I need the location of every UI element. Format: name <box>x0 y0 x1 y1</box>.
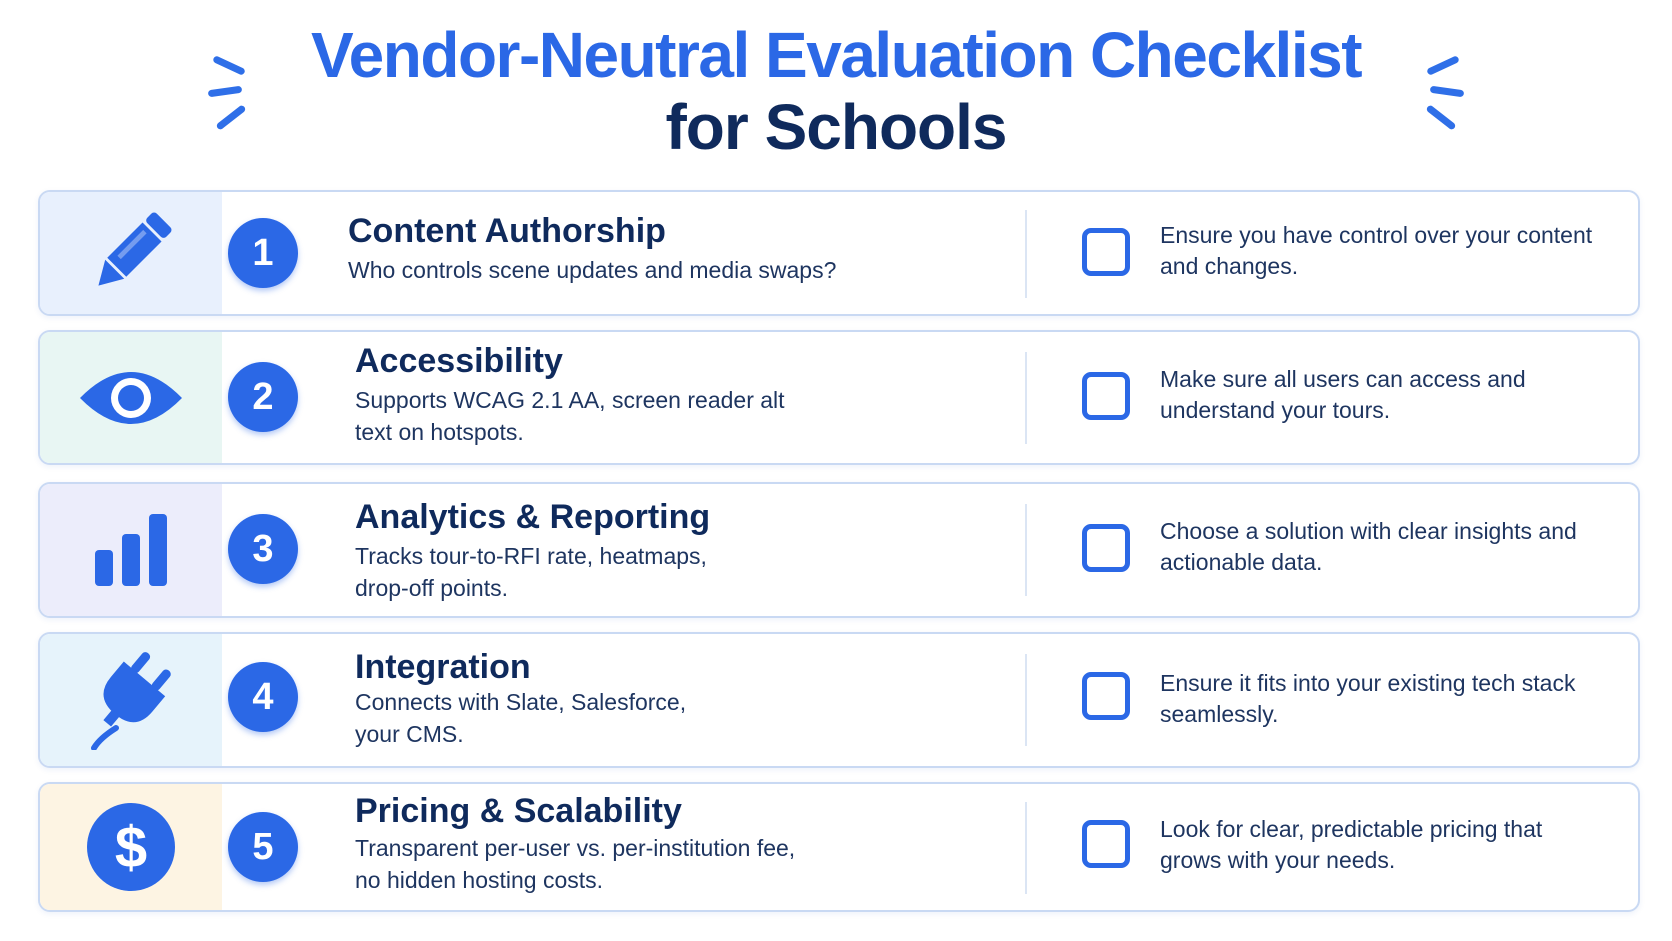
row-description: Supports WCAG 2.1 AA, screen reader alt text on hotspots. <box>355 387 785 445</box>
row-description: Connects with Slate, Salesforce, your CMS. <box>355 689 687 747</box>
plug-icon <box>86 650 176 750</box>
page-title: Vendor-Neutral Evaluation Checklist <box>311 19 1361 91</box>
row-advice: Make sure all users can access and understand your tours. <box>1160 366 1526 423</box>
checklist-checkbox[interactable] <box>1082 820 1130 868</box>
row-description: Tracks tour-to-RFI rate, heatmaps, drop-off points. <box>355 543 707 601</box>
svg-text:$: $ <box>114 815 148 880</box>
bar-chart-icon <box>91 512 171 588</box>
row-advice: Choose a solution with clear insights and actionable data. <box>1160 518 1577 575</box>
checklist-row-content-authorship <box>38 190 1640 316</box>
icon-panel <box>40 484 222 616</box>
icon-panel <box>40 634 222 766</box>
checklist-checkbox[interactable] <box>1082 372 1130 420</box>
checklist-checkbox[interactable] <box>1082 524 1130 572</box>
row-description: Who controls scene updates and media swaps? <box>348 257 837 283</box>
row-title: Integration <box>355 648 531 686</box>
step-number: 1 <box>228 218 298 288</box>
row-title: Accessibility <box>355 342 563 380</box>
divider <box>1025 802 1027 894</box>
sparkle-right-icon <box>1418 52 1468 132</box>
step-number: 4 <box>228 662 298 732</box>
row-title: Content Authorship <box>348 212 666 250</box>
row-title: Pricing & Scalability <box>355 792 682 830</box>
row-title: Analytics & Reporting <box>355 498 711 536</box>
checklist-row-accessibility <box>38 330 1640 465</box>
step-number: 5 <box>228 812 298 882</box>
sparkle-left-icon <box>208 52 258 132</box>
divider <box>1025 654 1027 746</box>
checklist-row-integration <box>38 632 1640 768</box>
checklist-row-pricing <box>38 782 1640 912</box>
row-advice: Ensure it fits into your existing tech stack seamlessly. <box>1160 670 1576 727</box>
row-advice: Look for clear, predictable pricing that grows with your needs. <box>1160 816 1543 873</box>
icon-panel <box>40 192 222 314</box>
checklist-checkbox[interactable] <box>1082 228 1130 276</box>
checklist-row-analytics <box>38 482 1640 618</box>
divider <box>1025 210 1027 298</box>
eye-icon <box>76 358 186 438</box>
pencil-icon <box>83 205 179 301</box>
step-number: 2 <box>228 362 298 432</box>
row-description: Transparent per-user vs. per-institution fee, no hidden hosting costs. <box>355 835 796 893</box>
page-subtitle: for Schools <box>665 91 1007 163</box>
icon-panel <box>40 332 222 463</box>
icon-panel <box>40 784 222 910</box>
divider <box>1025 352 1027 444</box>
row-advice: Ensure you have control over your content and changes. <box>1160 222 1593 279</box>
step-number: 3 <box>228 514 298 584</box>
checklist-checkbox[interactable] <box>1082 672 1130 720</box>
divider <box>1025 504 1027 596</box>
dollar-icon <box>85 801 177 893</box>
